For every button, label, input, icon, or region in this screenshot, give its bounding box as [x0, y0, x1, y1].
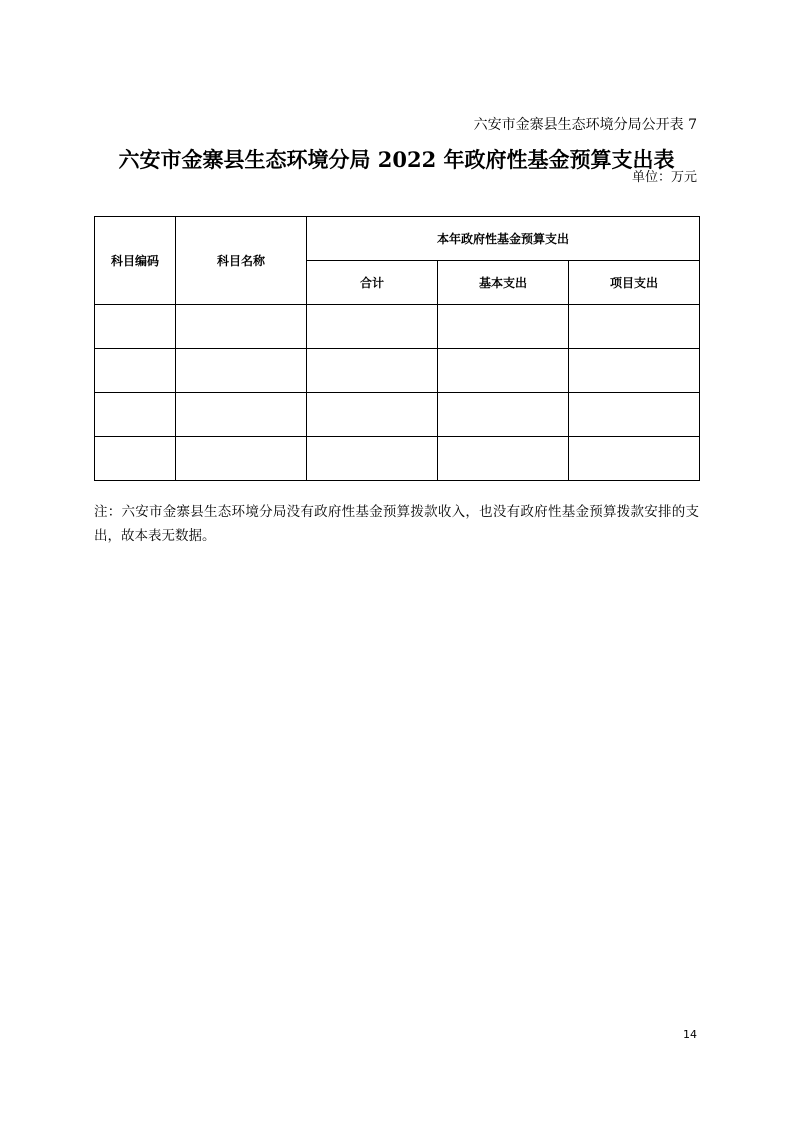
- footnote: 注：六安市金寨县生态环境分局没有政府性基金预算拨款收入，也没有政府性基金预算拨款安排的支出，故本表无数据。: [94, 504, 699, 544]
- table-row: [95, 437, 700, 481]
- table-cell: [95, 349, 176, 393]
- table-cell: [569, 305, 700, 349]
- table-cell: [176, 437, 307, 481]
- table-header-row: [95, 217, 700, 261]
- table-cell: [307, 437, 438, 481]
- table-cell: [438, 393, 569, 437]
- budget-table: [94, 216, 700, 481]
- table-cell: [307, 305, 438, 349]
- page-title: 六安市金寨县生态环境分局 2022 年政府性基金预算支出表: [118, 147, 675, 172]
- column-header-project: 项目支出: [569, 261, 700, 305]
- table-cell: [438, 349, 569, 393]
- table-cell: [569, 437, 700, 481]
- column-header-code: 科目编码: [95, 217, 176, 305]
- table-row: [95, 349, 700, 393]
- table-cell: [176, 349, 307, 393]
- table-cell: [176, 393, 307, 437]
- table-row: [95, 305, 700, 349]
- table-cell: [95, 437, 176, 481]
- column-header-basic: 基本支出: [438, 261, 569, 305]
- column-header-name: 科目名称: [176, 217, 307, 305]
- table-cell: [438, 437, 569, 481]
- table-row: [95, 393, 700, 437]
- table-cell: [95, 393, 176, 437]
- table-cell: [569, 393, 700, 437]
- table-cell: [95, 305, 176, 349]
- document-label: 六安市金寨县生态环境分局公开表 7: [473, 117, 697, 133]
- column-group-header: 本年政府性基金预算支出: [307, 217, 700, 261]
- table-cell: [176, 305, 307, 349]
- table-cell: [438, 305, 569, 349]
- table-cell: [569, 349, 700, 393]
- unit-label: 单位：万元: [631, 170, 697, 185]
- table-cell: [307, 393, 438, 437]
- table-cell: [307, 349, 438, 393]
- page-number: 14: [683, 1028, 697, 1041]
- column-header-total: 合计: [307, 261, 438, 305]
